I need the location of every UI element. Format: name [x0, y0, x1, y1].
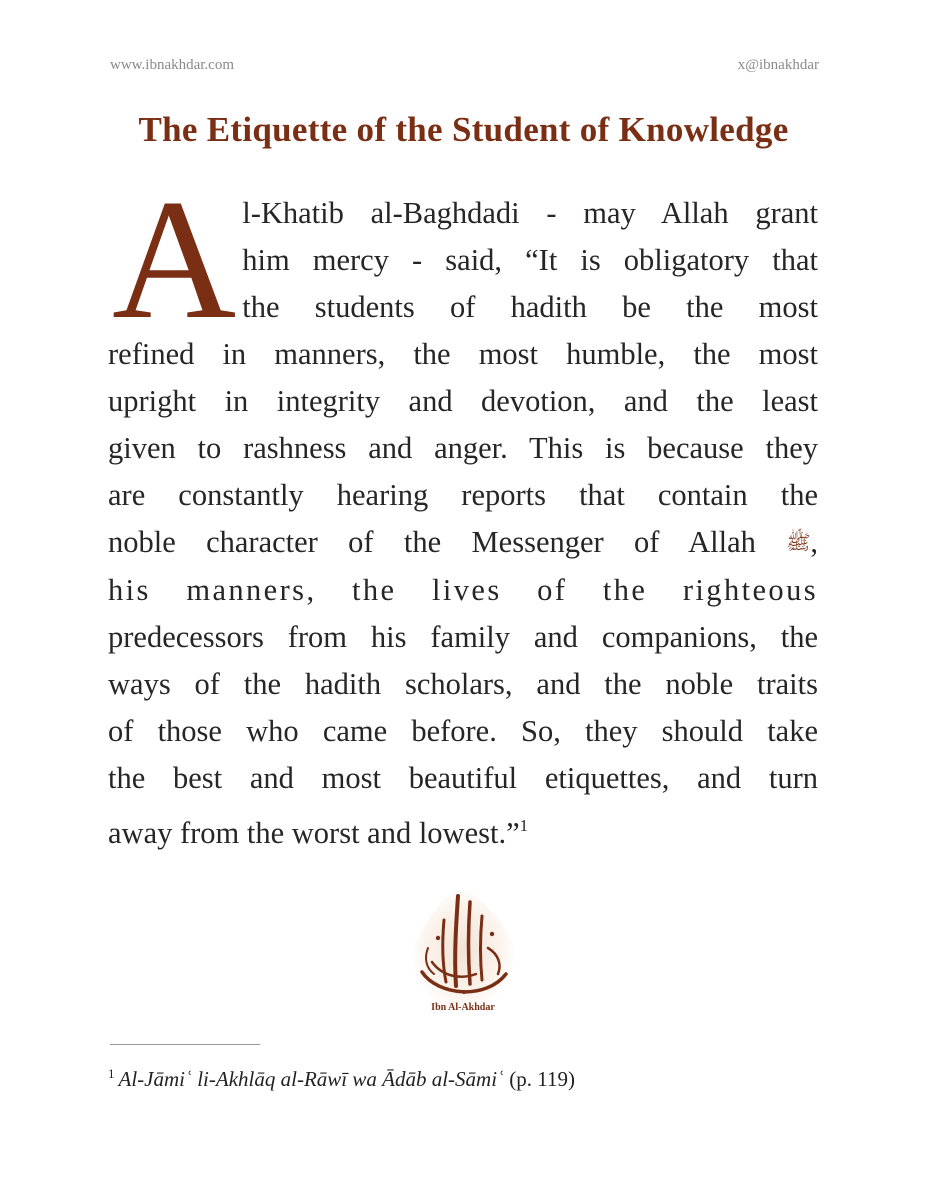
footnote-number: 1	[108, 1066, 115, 1081]
quote-line: l-Khatib al-Baghdadi - may Allah grant	[242, 196, 818, 230]
footnote-reference: 1	[519, 816, 529, 835]
quote-line: are constantly hearing reports that contain the	[108, 478, 818, 512]
footnote-page: (p. 119)	[509, 1067, 575, 1091]
quote-line	[108, 519, 818, 567]
quote-line: of those who came before. So, they should take	[108, 714, 818, 748]
quote-line: predecessors from his family and companions, the	[108, 620, 818, 654]
quote-line: the students of hadith be the most	[242, 290, 818, 324]
quote-line: the best and most beautiful etiquettes, and turn	[108, 761, 818, 795]
footnote	[108, 1066, 575, 1092]
drop-cap: A	[112, 165, 237, 355]
quote-line-text: away from the worst and lowest.”	[108, 816, 520, 850]
header-social-handle: x@ibnakhdar	[737, 57, 819, 73]
footnote-source-title: Al-Jāmiʿ li-Akhlāq al-Rāwī wa Ādāb al-Sāmiʿ	[118, 1067, 505, 1091]
quote-line: upright in integrity and devotion, and the least	[108, 384, 818, 418]
quote-line	[108, 802, 818, 857]
quote-body	[108, 165, 819, 857]
footnote-divider	[110, 1044, 260, 1045]
quote-line-text: noble character of the Messenger of Allah	[108, 525, 756, 559]
quote-line: his manners, the lives of the righteous	[108, 573, 818, 607]
quote-line: given to rashness and anger. This is because they	[108, 431, 818, 465]
quote-line: him mercy - said, “It is obligatory that	[242, 243, 818, 277]
logo-caption: Ibn Al-Akhdar	[431, 1002, 495, 1013]
quote-line: ways of the hadith scholars, and the noble traits	[108, 667, 818, 701]
comma: ,	[810, 525, 819, 559]
ibn-al-akhdar-calligraphy-logo	[398, 876, 528, 1016]
page-title: The Etiquette of the Student of Knowledge	[138, 110, 789, 149]
header-website: www.ibnakhdar.com	[110, 57, 234, 73]
quote-line: refined in manners, the most humble, the most	[108, 337, 818, 371]
salawat-glyph: ﷺ	[786, 532, 811, 554]
